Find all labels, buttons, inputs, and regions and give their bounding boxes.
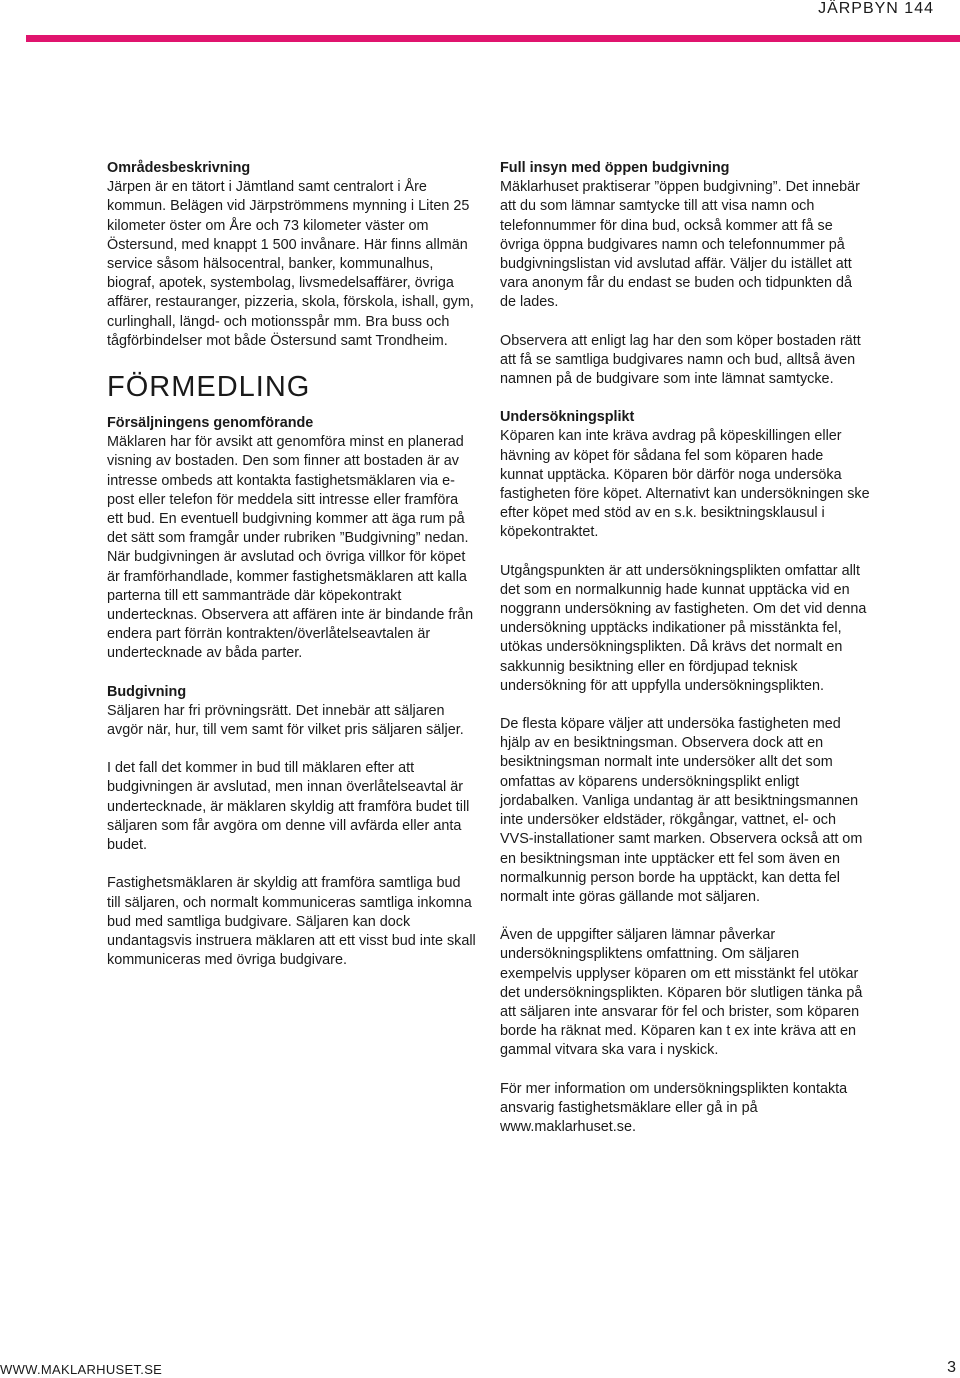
bid-text: Säljaren har fri prövningsrätt. Det innebär att säljaren avgör när, hur, till vem samt för vilket pris säljaren säljer. xyxy=(107,702,464,739)
sale-heading: Försäljningens genomförande xyxy=(107,415,314,432)
insight-section xyxy=(500,159,870,313)
duty-text-3: De flesta köpare väljer att undersöka fastigheten med hjälp av en besiktningsman. Observera dock att en besiktningsman normalt inte undersöker allt det som omfattas av köparens undersökningsplikt enligt jordabalken. Vanliga undantag är att besiktningsmannen inte undersöker eldstäder, rökgångar, vattnet, el- och VVS-installationer samt marken. Observera också att om en besiktningsman inte upptäcker ett fel som även en normalkunnig person borde ha upptäckt, kan detta fel normalt inte göras gällande mot säljaren. xyxy=(500,716,863,905)
insight-heading: Full insyn med öppen budgivning xyxy=(500,160,730,176)
section-title: FÖRMEDLING xyxy=(107,371,311,404)
duty-text-2: Utgångspunkten är att undersökningsplikten omfattar allt det som en normalkunnig hade kunnat upptäcka vid en noggrann undersökning av fastigheten. Om det vid denna undersökning upptäcks indikationer på misstänkta fel, utökas undersökningsplikten. Då krävs det normalt en sakkunnig besiktning eller en fördjupad teknisk undersökning för att uppfylla undersökningsplikten. xyxy=(500,562,867,694)
bid-section xyxy=(107,683,477,741)
left-column xyxy=(107,159,477,989)
insight-text: Mäklarhuset praktiserar ”öppen budgivning”. Det innebär att du som lämnar samtycke till att visa namn och telefonnummer för dina bud, också kommer att få se övriga öppna budgivares namn och telefonnummer på budgivningslistan vid avslutad affär. Väljer du istället att vara anonym får du endast se buden och tidpunkten då de lades. xyxy=(500,179,860,311)
duty-text: Köparen kan inte kräva avdrag på köpeskillingen eller hävning av köpet för sådana fel som köparen hade kunnat upptäcka. Köparen bör därför noga undersöka fastigheten före köpet. Alternativt kan undersökningen ske efter köpet med stöd av en s.k. besiktningsklausul i köpekontraktet. xyxy=(500,428,870,541)
sale-section xyxy=(107,414,477,664)
right-column xyxy=(500,159,870,1156)
footer-url[interactable]: WWW.MAKLARHUSET.SE xyxy=(0,1362,163,1377)
insight-text-2: Observera att enligt lag har den som köper bostaden rätt att få se samtliga budgivares namn och bud, alltså även namnen på de budgivare som inte lämnat samtycke. xyxy=(500,332,861,388)
bid-text-2: I det fall det kommer in bud till mäklaren efter att budgivningen är avslutad, men innan överlåtelseavtal är undertecknade, är mäklaren skyldig att framföra budet till säljaren som får avgöra om denne vill avfärda eller anta budet. xyxy=(107,760,470,854)
area-section xyxy=(107,159,477,351)
page-number: 3 xyxy=(947,1359,956,1376)
duty-text-5: För mer information om undersökningsplikten kontakta ansvarig fastighetsmäklare eller gå in på www.maklarhuset.se. xyxy=(500,1080,848,1135)
header-accent-rule xyxy=(26,35,960,42)
bid-heading: Budgivning xyxy=(107,683,187,700)
area-heading: Områdesbeskrivning xyxy=(107,160,251,176)
bid-text-3: Fastighetsmäklaren är skyldig att framföra samtliga bud till säljaren, och normalt kommuniceras samtliga inkomna bud med samtliga budgivare. Säljaren kan dock undantagsvis instruera mäklaren att ett visst bud inte skall kommuniceras med övriga budgivare. xyxy=(107,875,476,969)
duty-heading: Undersökningsplikt xyxy=(500,409,635,426)
duty-text-4: Även de uppgifter säljaren lämnar påverkar undersökningspliktens omfattning. Om säljaren exempelvis upplyser köparen om ett misstänkt fel utökar det undersökningsplikten. Köparen bör slutligen tänka på att säljaren inte ansvarar för fel och brister, som köparen borde ha räknat med. Köparen kan t ex inte kräva att en gammal vitvara ska vara i nyskick. xyxy=(500,927,863,1059)
area-text: Järpen är en tätort i Jämtland samt centralort i Åre kommun. Belägen vid Järpströmmens mynning i Liten 25 kilometer öster om Åre och 73 kilometer väster om Östersund, med knappt 1 500 invånare. Här finns allmän service såsom hälsocentral, banker, kommunalhus, biograf, apotek, systembolag, livsmedelsaffärer, övriga affärer, restauranger, pizzeria, skola, förskola, ishall, gym, curlinghall, längd- och motionsspår mm. Bra buss och tågförbindelser mot både Östersund samt Trondheim. xyxy=(107,179,474,349)
sale-text: Mäklaren har för avsikt att genomföra minst en planerad visning av bostaden. Den som finner att bostaden är av intresse ombeds att kontakta fastighetsmäklaren via e-post eller telefon för meddela sitt intresse eller framföra ett bud. En eventuell budgivning kommer att äga rum på det sätt som framgår under rubriken ”Budgivning” nedan. När budgivningen är avslutad och övriga villkor för köpet är framförhandlade, kommer fastighetsmäklaren att kalla parterna till ett sammanträde där köpekontrakt undertecknas. Observera att affären inte är bindande från endera part förrän kontrakten/överlåtelseavtalen är undertecknade av båda parter. xyxy=(107,434,474,662)
property-title: JÄRPBYN 144 xyxy=(818,0,934,17)
duty-section xyxy=(500,408,870,542)
